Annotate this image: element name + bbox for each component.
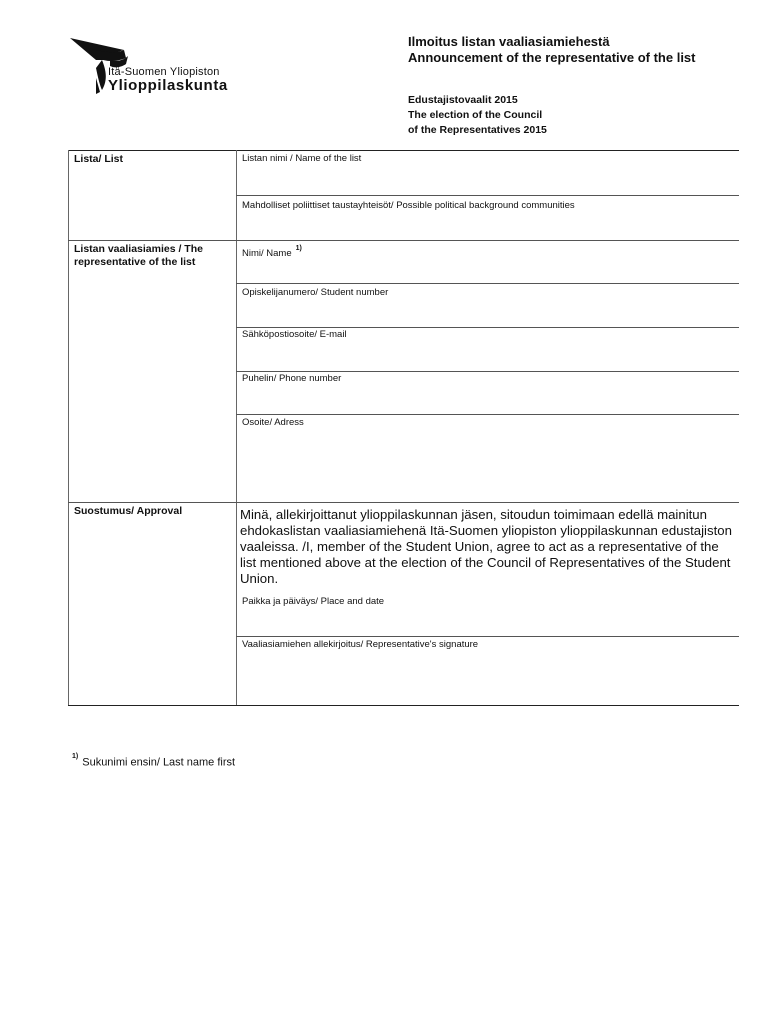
field-label-place-date: Paikka ja päiväys/ Place and date: [242, 596, 385, 607]
logo-text-line1: Itä-Suomen Yliopiston: [108, 66, 220, 78]
field-label-list-name: Listan nimi / Name of the list: [242, 153, 362, 164]
field-separator: [236, 414, 739, 415]
subtitle-line1: Edustajistovaalit 2015: [408, 94, 518, 106]
field-separator: [236, 371, 739, 372]
field-label-name-text: Nimi/ Name: [242, 248, 292, 260]
approval-statement: Minä, allekirjoittanut ylioppilaskunnan jäsen, sitoudun toimimaan edellä mainitun ehdokaslistan vaaliasiamiehenä Itä-Suomen yliopiston ylioppilaskunnan edustajiston vaaleissa. /I, member of the Student Union, agree to act as a representative of the list mentioned above at the election of the Council of Representatives of the Student Union.: [240, 507, 732, 586]
field-label-signature: Vaaliasiamiehen allekirjoitus/ Representative's signature: [242, 639, 479, 650]
section-label-approval: Suostumus/ Approval: [74, 505, 183, 517]
form-column-divider: [236, 150, 237, 706]
footnote: [72, 753, 236, 769]
field-separator: [236, 283, 739, 284]
field-label-address: Osoite/ Adress: [242, 417, 304, 428]
form-left-border: [68, 150, 69, 706]
form-top-border: [68, 150, 739, 151]
document-title: [408, 34, 748, 66]
field-label-email: Sähköpostiosoite/ E-mail: [242, 329, 347, 340]
form-bottom-border: [68, 705, 739, 706]
section-separator-list: [68, 240, 739, 241]
title-finnish: Ilmoitus listan vaaliasiamiehestä: [408, 34, 610, 49]
footnote-reference: 1): [295, 245, 302, 252]
subtitle-line3: of the Representatives 2015: [408, 124, 547, 136]
subtitle-line2: The election of the Council: [408, 109, 543, 121]
field-separator: [236, 636, 739, 637]
footnote-text: Sukunimi ensin/ Last name first: [82, 756, 236, 769]
section-label-representative: Listan vaaliasiamies / The representative of the list: [74, 243, 203, 268]
field-label-phone: Puhelin/ Phone number: [242, 373, 342, 384]
field-label-name: [242, 245, 302, 260]
logo-text-line2: Ylioppilaskunta: [108, 77, 228, 94]
section-separator-representative: [68, 502, 739, 503]
representative-form: [68, 150, 739, 706]
field-separator: [236, 195, 739, 196]
section-label-list: Lista/ List: [74, 153, 124, 165]
title-english: Announcement of the representative of the list: [408, 50, 696, 65]
field-label-student-number: Opiskelijanumero/ Student number: [242, 287, 389, 298]
field-separator: [236, 327, 739, 328]
document-subtitle: [408, 93, 728, 138]
field-label-political-background: Mahdolliset poliittiset taustayhteisöt/ Possible political background communities: [242, 200, 575, 211]
footnote-marker: 1): [72, 753, 79, 760]
